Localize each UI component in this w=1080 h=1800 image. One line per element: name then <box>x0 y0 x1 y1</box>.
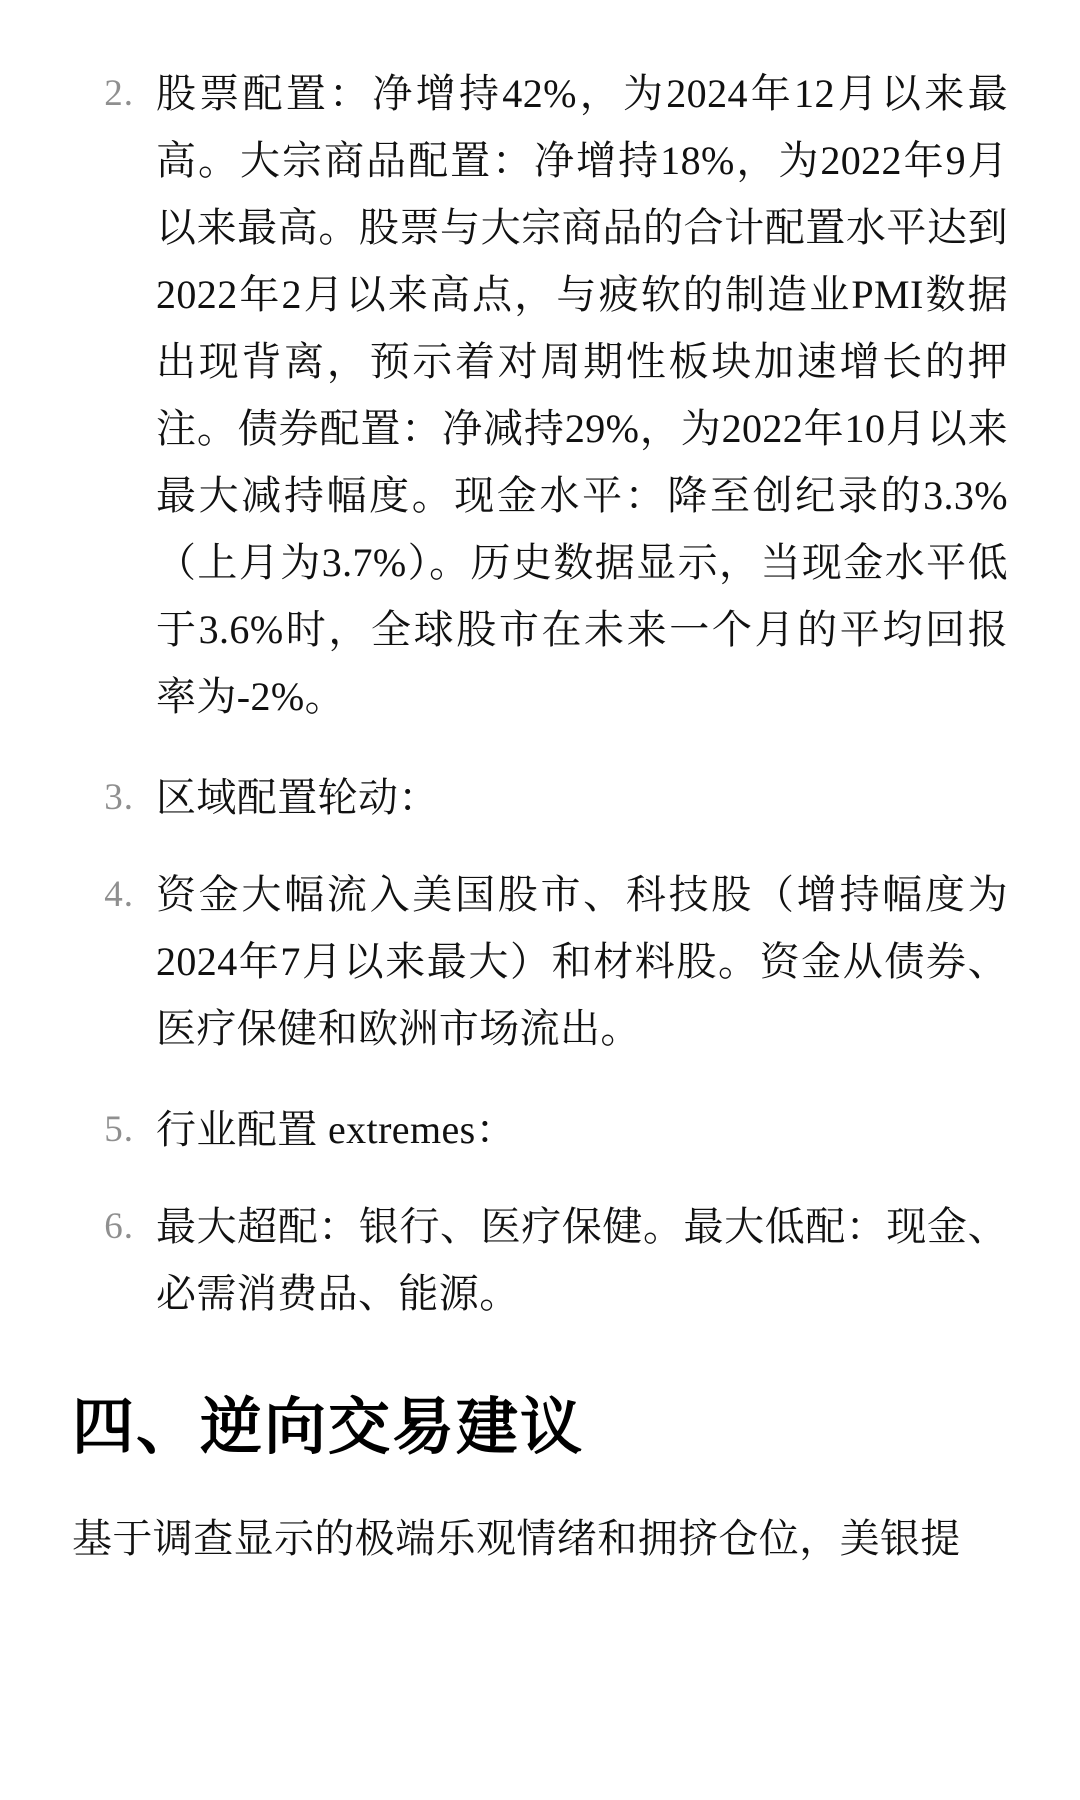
list-item-marker: 4. <box>104 874 134 915</box>
list-item <box>72 764 1008 831</box>
list-item-marker: 2. <box>104 73 134 114</box>
numbered-list <box>72 60 1008 1327</box>
list-item-text: 股票配置：净增持42%，为2024年12月以来最高。大宗商品配置：净增持18%，为2022年9月以来最高。股票与大宗商品的合计配置水平达到2022年2月以来高点，与疲软的制造业PMI数据出现背离，预示着对周期性板块加速增长的押注。债券配置：净减持29%，为2022年10月以来最大减持幅度。现金水平：降至创纪录的3.3%（上月为3.7%）。历史数据显示，当现金水平低于3.6%时，全球股市在未来一个月的平均回报率为-2%。 <box>156 71 1008 719</box>
list-item-text: 区域配置轮动： <box>156 775 439 820</box>
list-item-marker: 5. <box>104 1109 134 1150</box>
list-item-text: 资金大幅流入美国股市、科技股（增持幅度为2024年7月以来最大）和材料股。资金从债券、医疗保健和欧洲市场流出。 <box>156 872 1008 1051</box>
list-item-marker: 3. <box>104 777 134 818</box>
list-item <box>72 1193 1008 1327</box>
list-item-text: 行业配置 extremes： <box>156 1107 516 1152</box>
list-item <box>72 60 1008 730</box>
list-item-marker: 6. <box>104 1206 134 1247</box>
list-item-text: 最大超配：银行、医疗保健。最大低配：现金、必需消费品、能源。 <box>156 1204 1008 1316</box>
list-item <box>72 1096 1008 1163</box>
section-paragraph: 基于调查显示的极端乐观情绪和拥挤仓位，美银提 <box>72 1516 961 1561</box>
list-item <box>72 861 1008 1062</box>
section-heading: 四、逆向交易建议 <box>72 1393 585 1462</box>
